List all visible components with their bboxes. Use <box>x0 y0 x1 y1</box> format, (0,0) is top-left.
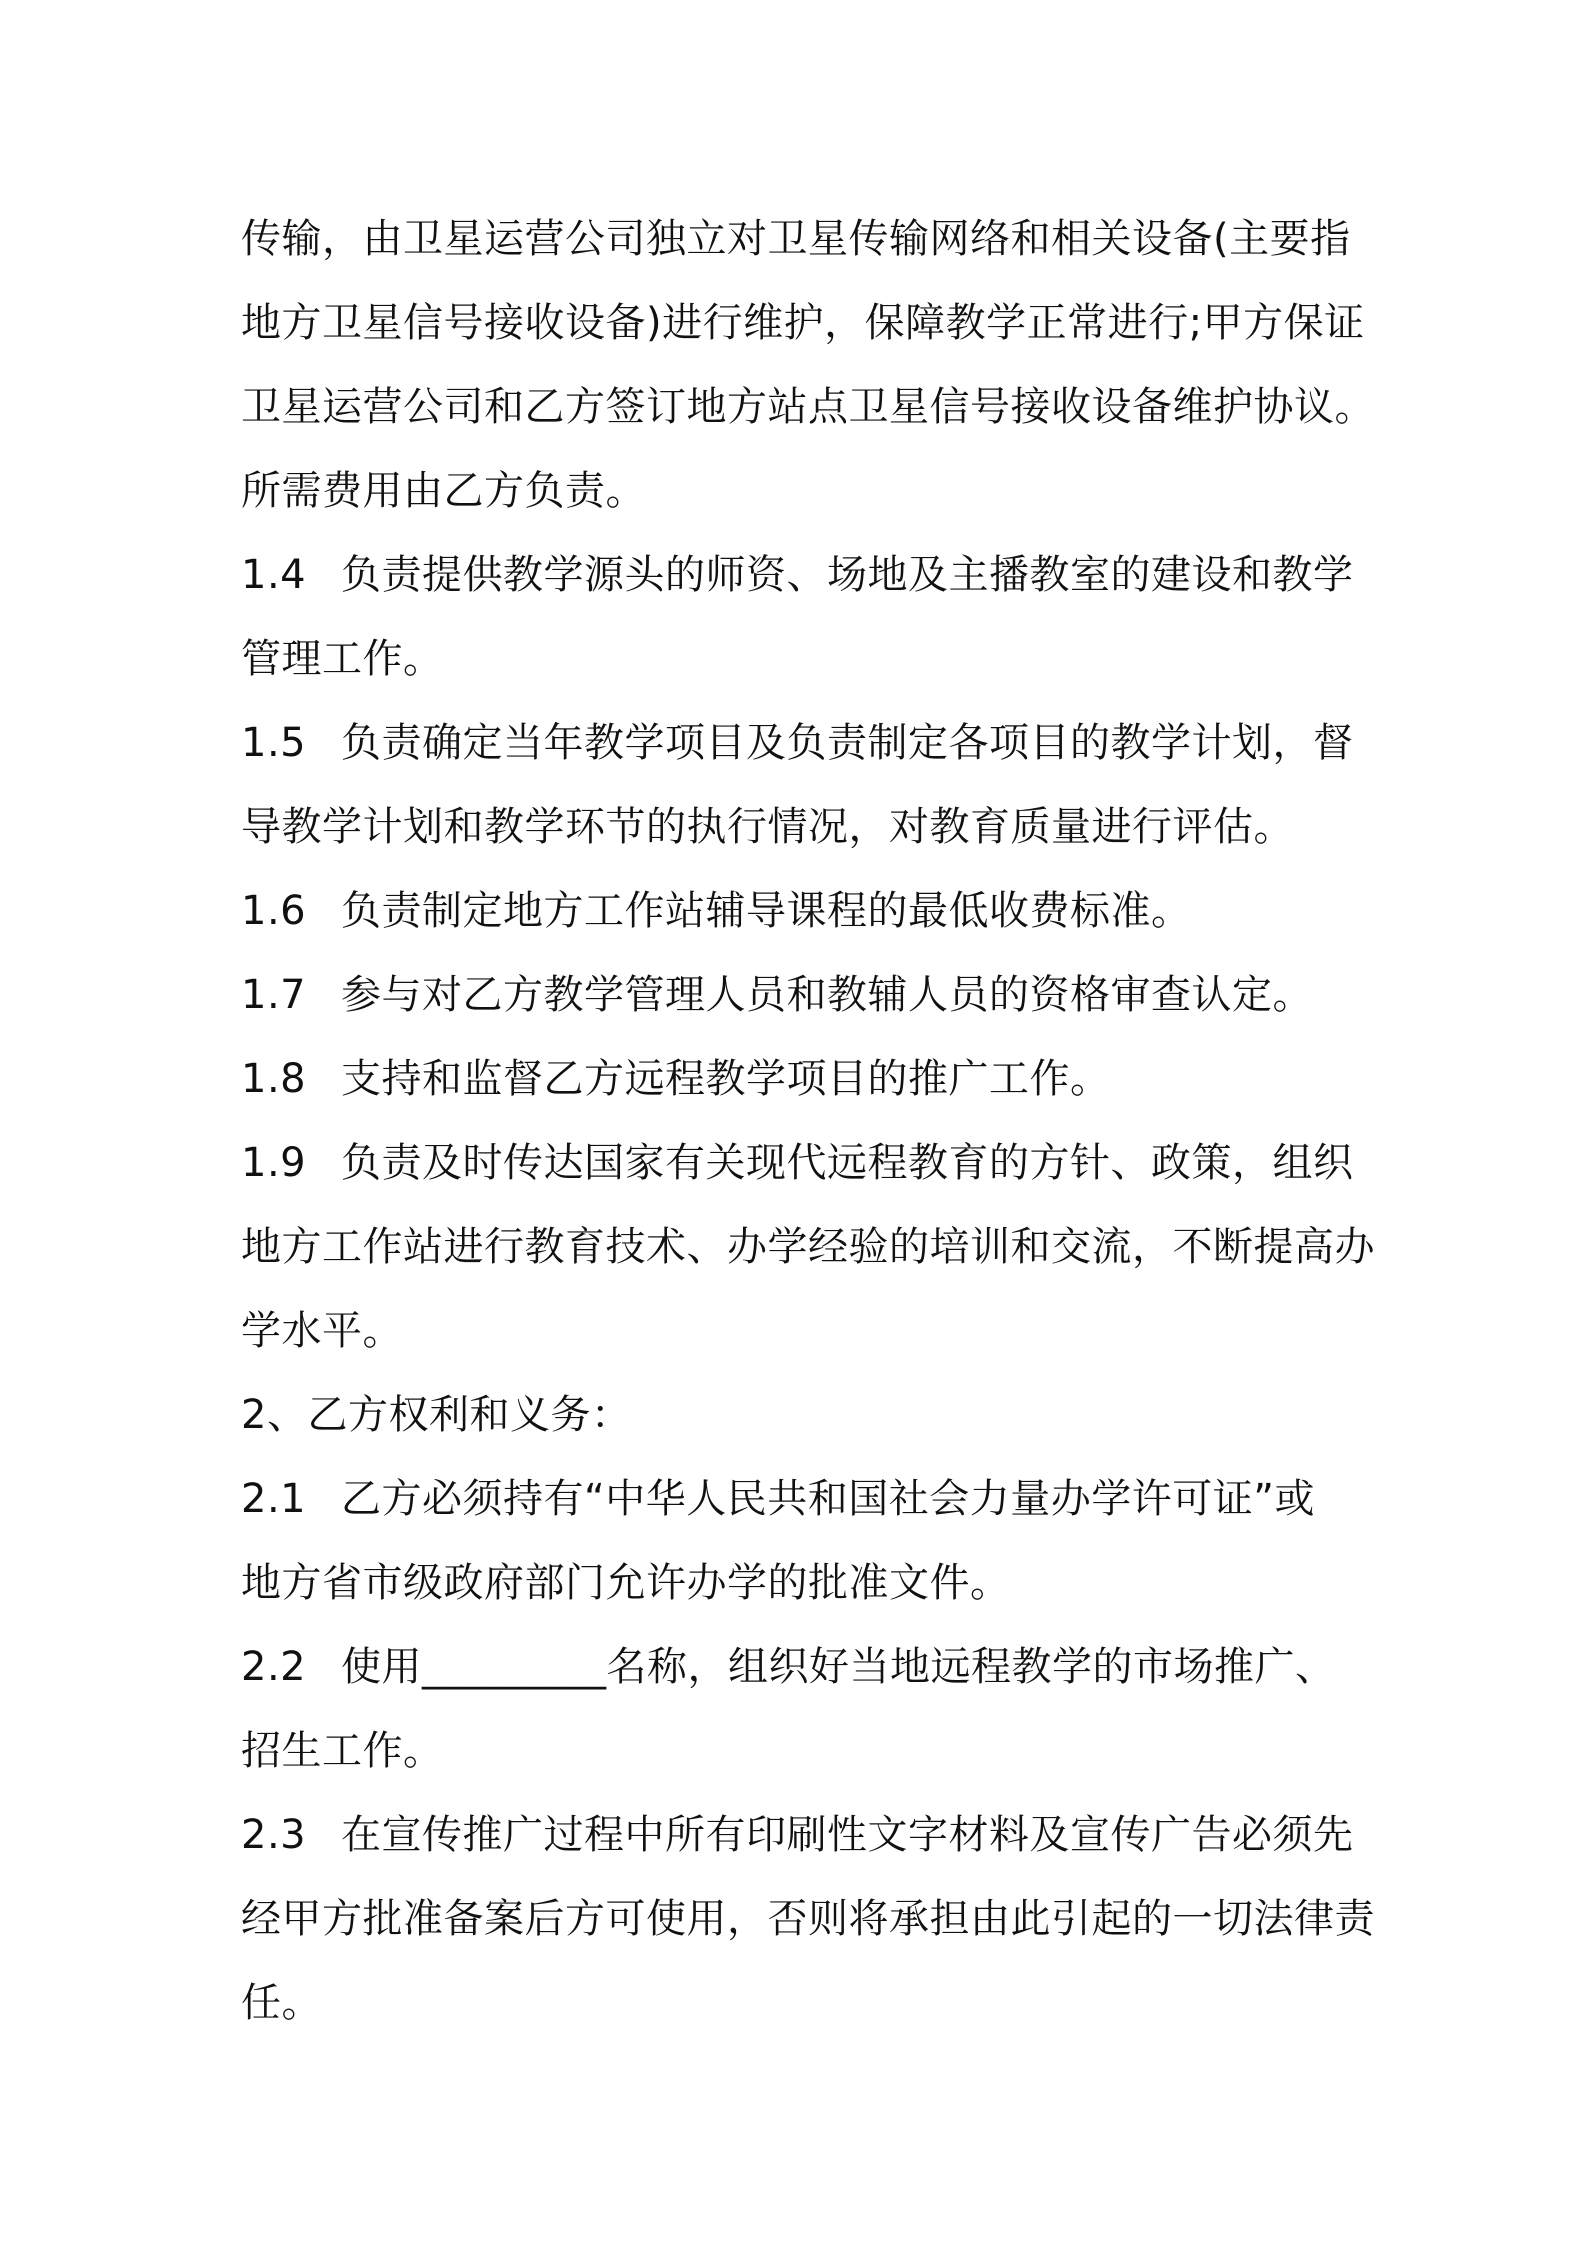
clause-number: 1.5 <box>241 720 307 766</box>
section-heading <box>241 1373 1359 1457</box>
clause-number: 1.9 <box>241 1140 307 1186</box>
clause-number: 2.1 <box>241 1476 307 1522</box>
line-text: 负责提供教学源头的师资、场地及主播教室的建设和教学 <box>341 552 1354 598</box>
line-text: 参与对乙方教学管理人员和教辅人员的资格审查认定。 <box>341 972 1313 1018</box>
line-text: 支持和监督乙方远程教学项目的推广工作。 <box>341 1056 1111 1102</box>
line-text: 任。 <box>241 1980 322 2026</box>
line-text: 管理工作。 <box>241 636 444 682</box>
line-text: 乙方必须持有“中华人民共和国社会力量办学许可证”或 <box>341 1476 1315 1522</box>
clause-line <box>241 701 1359 785</box>
clause-number: 2.3 <box>241 1812 307 1858</box>
text-line <box>241 197 1359 281</box>
line-text: 地方卫星信号接收设备)进行维护，保障教学正常进行;甲方保证 <box>241 300 1365 346</box>
line-text: 传输，由卫星运营公司独立对卫星传输网络和相关设备(主要指 <box>241 216 1351 262</box>
text-line <box>241 785 1359 869</box>
line-text: 地方省市级政府部门允许办学的批准文件。 <box>241 1560 1011 1606</box>
line-text: 招生工作。 <box>241 1728 444 1774</box>
clause-number: 1.6 <box>241 888 307 934</box>
line-text: 导教学计划和教学环节的执行情况，对教育质量进行评估。 <box>241 804 1294 850</box>
clause-number: 2.2 <box>241 1644 307 1690</box>
clause-number: 1.7 <box>241 972 307 1018</box>
line-text: 负责确定当年教学项目及负责制定各项目的教学计划，督 <box>341 720 1354 766</box>
clause-line <box>241 1121 1359 1205</box>
clause-line <box>241 1625 1359 1709</box>
clause-line <box>241 533 1359 617</box>
clause-number: 1.8 <box>241 1056 307 1102</box>
line-text: 在宣传推广过程中所有印刷性文字材料及宣传广告必须先 <box>341 1812 1354 1858</box>
line-text: 负责及时传达国家有关现代远程教育的方针、政策，组织 <box>341 1140 1354 1186</box>
line-text: 卫星运营公司和乙方签订地方站点卫星信号接收设备维护协议。 <box>241 384 1375 430</box>
clause-line <box>241 953 1359 1037</box>
text-line <box>241 1709 1359 1793</box>
line-text: 地方工作站进行教育技术、办学经验的培训和交流，不断提高办 <box>241 1224 1375 1270</box>
text-line <box>241 1289 1359 1373</box>
text-line <box>241 1541 1359 1625</box>
clause-line <box>241 1793 1359 1877</box>
document-body <box>241 197 1375 2045</box>
text-line <box>241 617 1359 701</box>
line-text: 负责制定地方工作站辅导课程的最低收费标准。 <box>341 888 1192 934</box>
text-line <box>241 449 1359 533</box>
line-text: 学水平。 <box>241 1308 403 1354</box>
clause-line <box>241 1037 1359 1121</box>
clause-number: 1.4 <box>241 552 307 598</box>
line-text: 2、乙方权利和义务： <box>241 1392 632 1438</box>
text-line <box>241 1961 1359 2045</box>
text-line <box>241 1877 1375 1961</box>
text-line <box>241 365 1375 449</box>
line-text: 所需费用由乙方负责。 <box>241 468 646 514</box>
line-text: 经甲方批准备案后方可使用，否则将承担由此引起的一切法律责 <box>241 1896 1375 1942</box>
text-line <box>241 281 1365 365</box>
text-line <box>241 1205 1375 1289</box>
line-text: 使用_________名称，组织好当地远程教学的市场推广、 <box>341 1644 1336 1690</box>
clause-line <box>241 869 1359 953</box>
clause-line <box>241 1457 1359 1541</box>
